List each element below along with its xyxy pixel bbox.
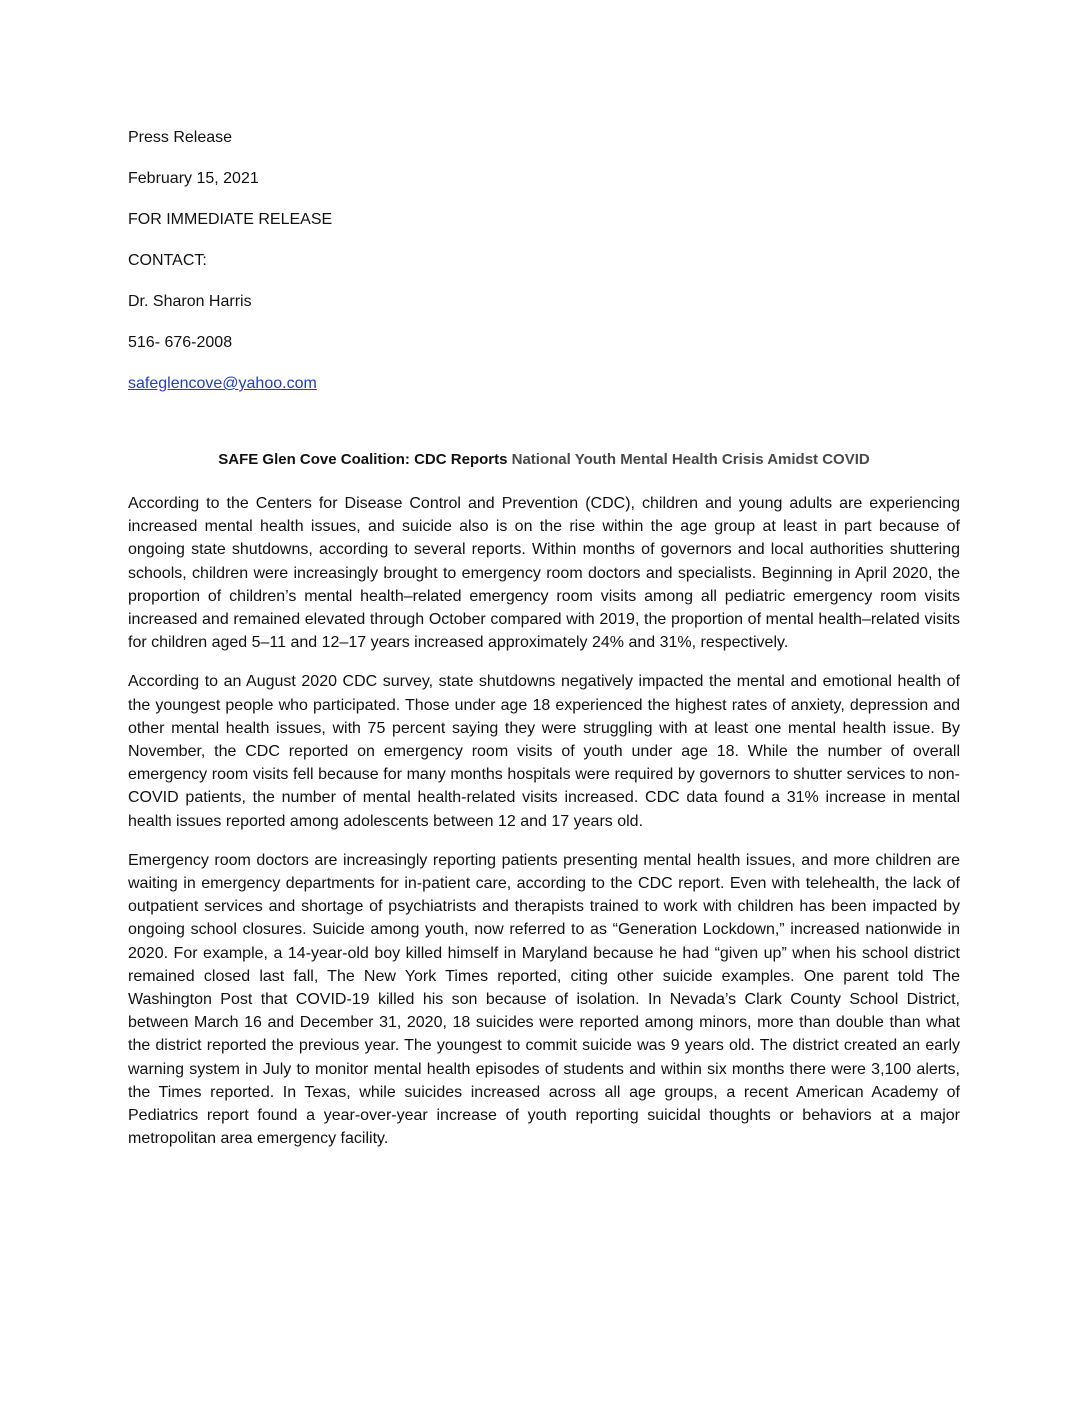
body-paragraph-3: Emergency room doctors are increasingly reporting patients presenting mental health issues, and more children are waiting in emergency departments for in-patient care, according to the CDC report. Even with telehealth, the lack of outpatient services and shortage of psychiatrists and therapists trained to work with children has been impacted by ongoing school closures. Suicide among youth, now referred to as “Generation Lockdown,” increased nationwide in 2020. For example, a 14-year-old boy killed himself in Maryland because he had “given up” when his school district remained closed last fall, The New York Times reported, citing other suicide examples. One parent told The Washington Post that COVID-19 killed his son because of isolation. In Nevada’s Clark County School District, between March 16 and December 31, 2020, 18 suicides were reported among minors, more than double than what the district reported the previous year. The youngest to commit suicide was 9 years old. The district created an early warning system in July to monitor mental health episodes of students and within six months there were 3,100 alerts, the Times reported. In Texas, while suicides increased across all age groups, a recent American Academy of Pediatrics report found a year-over-year increase of youth reporting suicidal thoughts or behaviors at a major metropolitan area emergency facility.	[128, 851, 960, 1148]
contact-email-link[interactable]: safeglencove@yahoo.com	[128, 375, 317, 392]
press-release-label: Press Release	[128, 129, 233, 146]
body-paragraph-1: According to the Centers for Disease Control and Prevention (CDC), children and young adults are experiencing increased mental health issues, and suicide also is on the rise within the age group at least in part because of ongoing state shutdowns, according to several reports. Within months of governors and local authorities shuttering schools, children were increasingly brought to emergency room doctors and specialists. Beginning in April 2020, the proportion of children’s mental health–related emergency room visits among all pediatric emergency room visits increased and remained elevated through October compared with 2019, the proportion of mental health–related visits for children aged 5–11 and 12–17 years increased approximately 24% and 31%, respectively.	[128, 495, 960, 652]
body-paragraph-2: According to an August 2020 CDC survey, state shutdowns negatively impacted the mental and emotional health of the youngest people who participated. Those under age 18 experienced the highest rates of anxiety, depression and other mental health issues, with 75 percent saying they were struggling with at least one mental health issue. By November, the CDC reported on emergency room visits of youth under age 18. While the number of overall emergency room visits fell because for many months hospitals were required by governors to shutter services to non-COVID patients, the number of mental health-related visits increased. CDC data found a 31% increase in mental health issues reported among adolescents between 12 and 17 years old.	[128, 673, 960, 830]
headline	[128, 450, 960, 470]
contact-label: CONTACT:	[128, 252, 207, 269]
headline-part-2: National Youth Mental Health Crisis Amidst COVID	[511, 451, 870, 468]
contact-email-line	[128, 374, 960, 394]
contact-phone: 516- 676-2008	[128, 334, 233, 351]
release-date: February 15, 2021	[128, 170, 259, 187]
contact-name: Dr. Sharon Harris	[128, 293, 252, 310]
headline-part-1: SAFE Glen Cove Coalition: CDC Reports	[218, 451, 508, 468]
release-status: FOR IMMEDIATE RELEASE	[128, 211, 333, 228]
